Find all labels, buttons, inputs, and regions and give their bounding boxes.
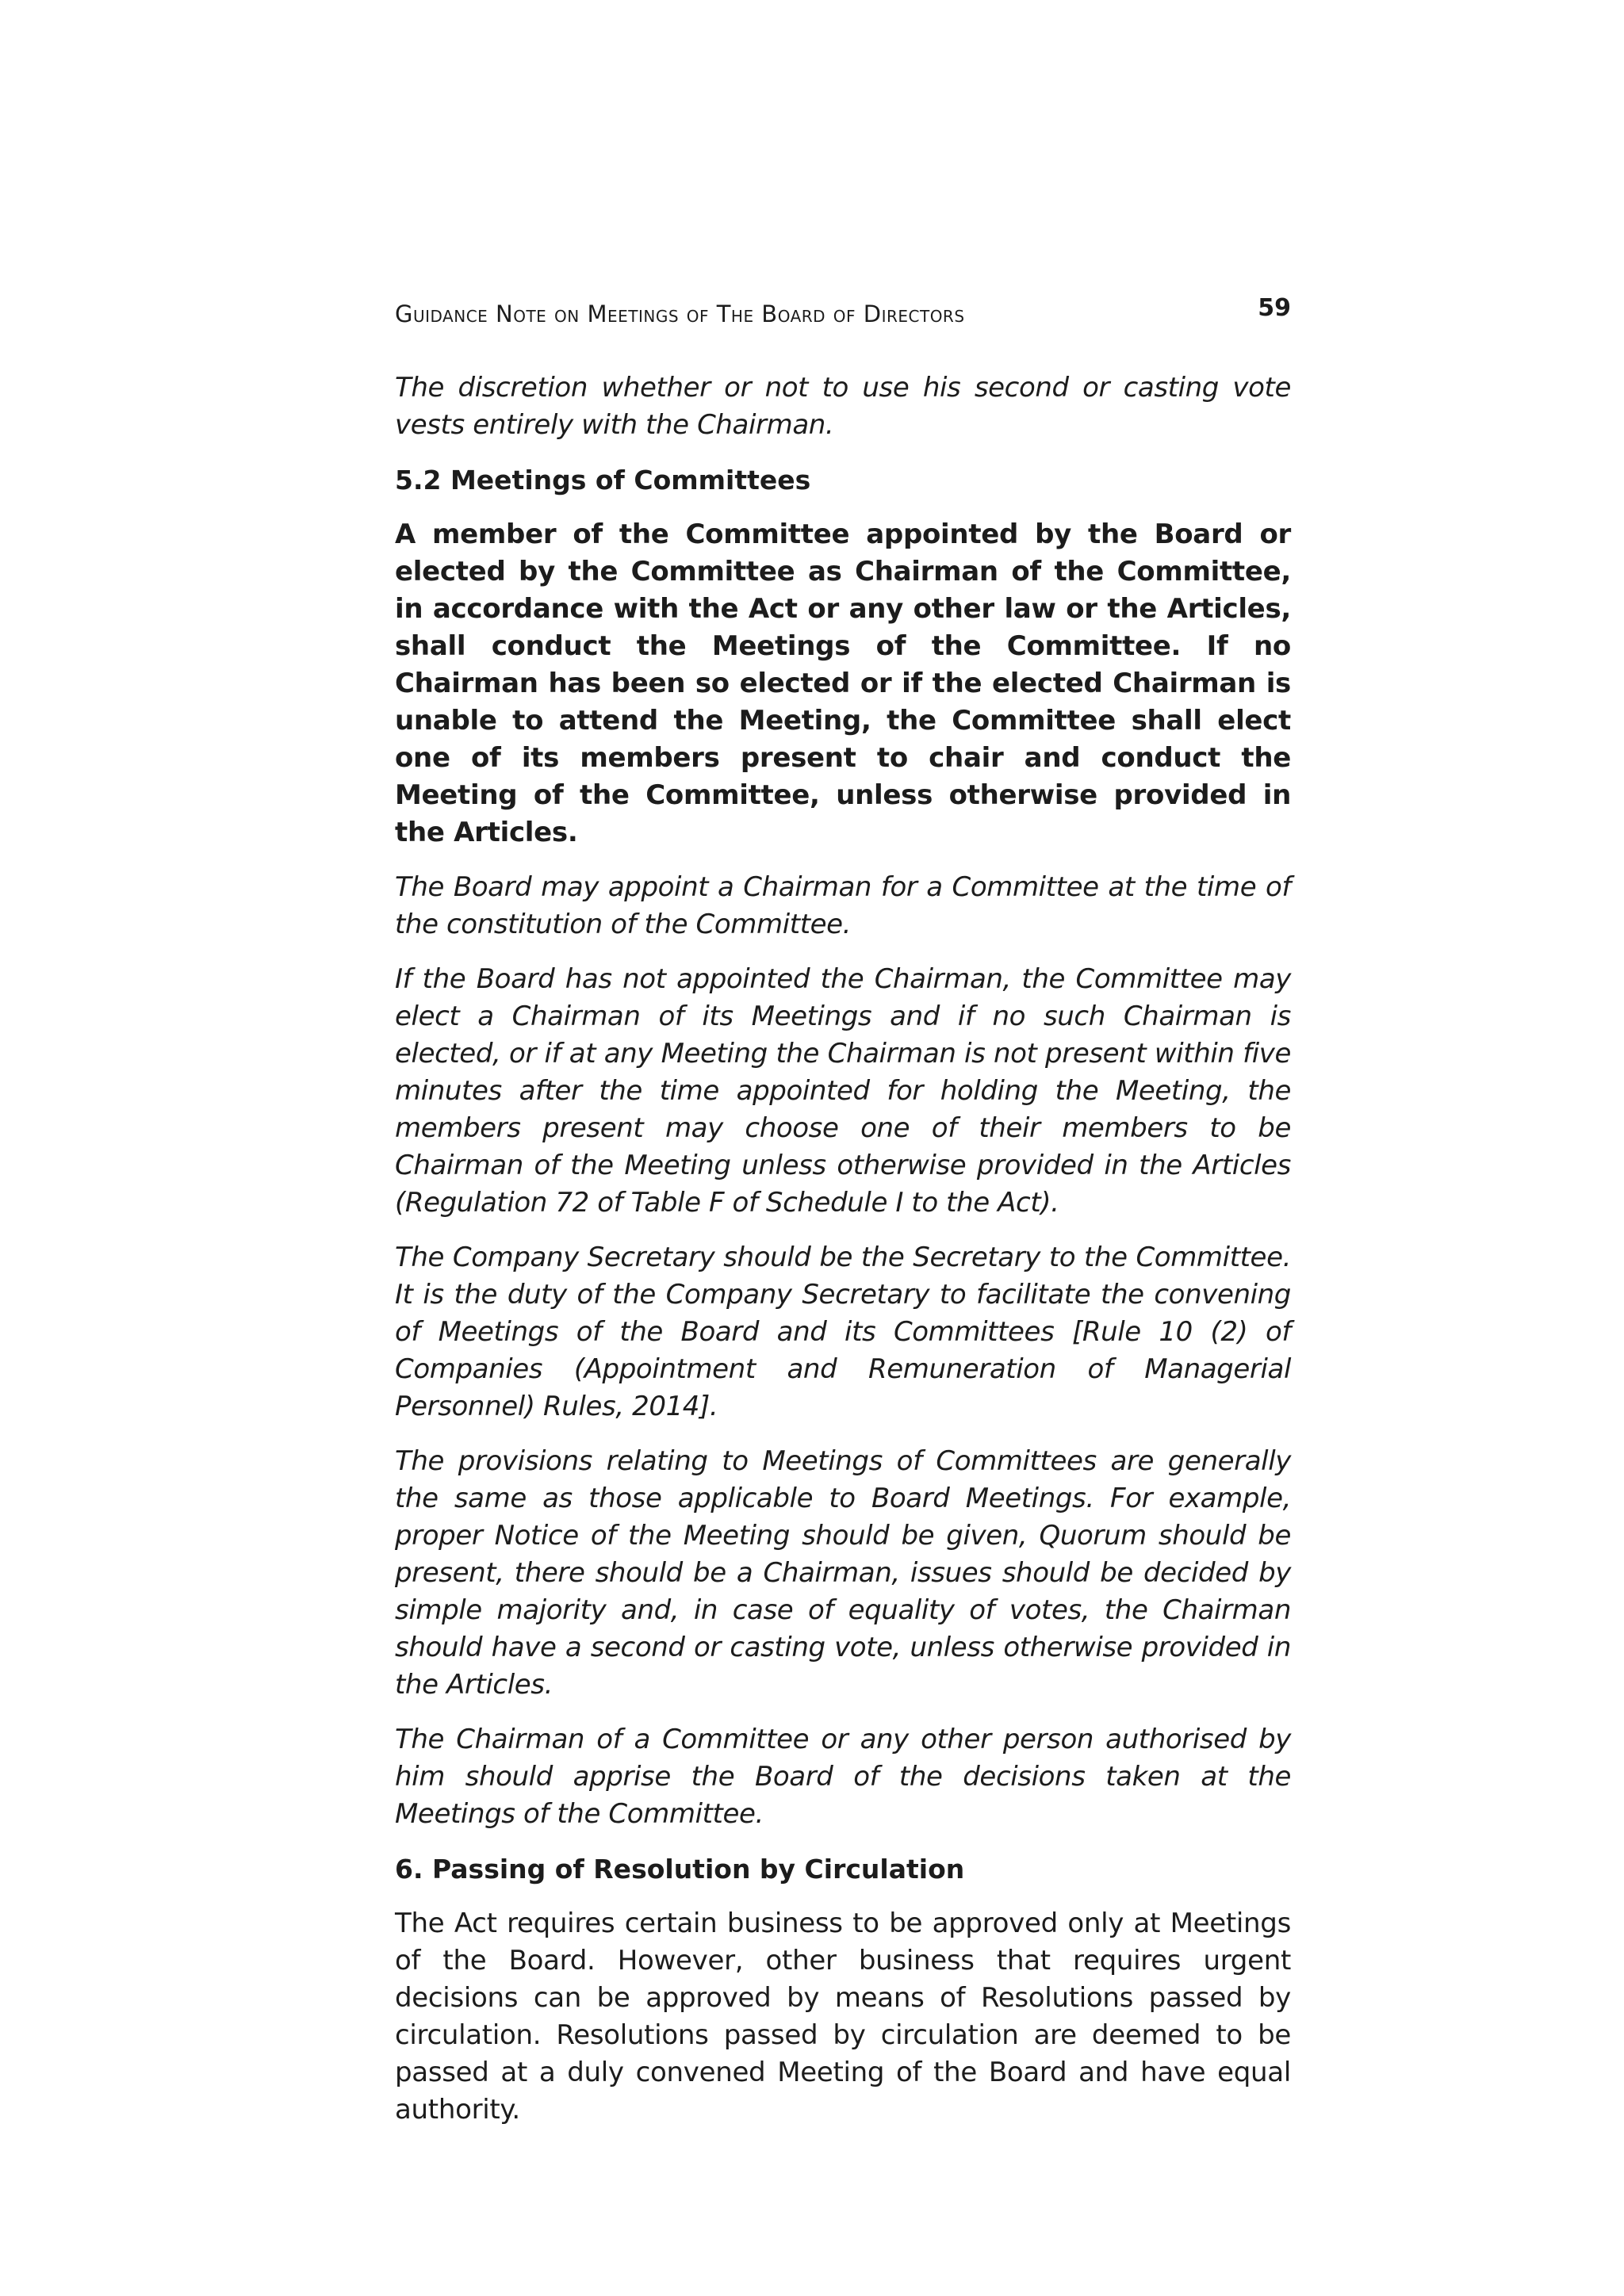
standard-text-5-2: A member of the Committee appointed by the Board or elected by the Committee as Chairman of the Committee, in accordance with the Act or any other law or the Articles, shall conduct the Meetings of the Committee. If no Chairman has been so elected or if the elected Chairman is unable to attend the Meeting, the Committee shall elect one of its members present to chair and conduct the Meeting of the Committee, unless otherwise provided in the Articles.: [395, 519, 1291, 848]
paragraph-company-secretary: The Company Secretary should be the Secretary to the Committee. It is the duty of the Company Secretary to facilitate the convening of Meetings of the Board and its Committees [Rule 10 (2) of Companies (Appointment and Remuneration of Managerial Personnel) Rules, 2014].: [395, 1242, 1291, 1422]
paragraph-casting-vote: The discretion whether or not to use his second or casting vote vests entirely with the Chairman.: [395, 372, 1291, 441]
running-title: Guidance Note on Meetings of The Board of Directors: [395, 300, 965, 327]
paragraph-committee-elect-chairman: If the Board has not appointed the Chairman, the Committee may elect a Chairman of its Meetings and if no such Chairman is elected, or if at any Meeting the Chairman is not present within five minutes after the time appointed for holding the Meeting, the members present may choose one of their members to be Chairman of the Meeting unless otherwise provided in the Articles (Regulation 72 of Table F of Schedule I to the Act).: [395, 963, 1291, 1219]
page-number: 59: [1258, 294, 1291, 322]
section-heading-5-2: 5.2 Meetings of Committees: [395, 465, 811, 496]
paragraph-board-appoint-chairman: The Board may appoint a Chairman for a Committee at the time of the constitution of the Committee.: [395, 871, 1291, 940]
paragraph-apprise-board: The Chairman of a Committee or any other person authorised by him should apprise the Board of the decisions taken at the Meetings of the Committee.: [395, 1724, 1291, 1830]
paragraph-committee-provisions: The provisions relating to Meetings of Committees are generally the same as those applicable to Board Meetings. For example, proper Notice of the Meeting should be given, Quorum should be present, there should be a Chairman, issues should be decided by simple majority and, in case of equality of votes, the Chairman should have a second or casting vote, unless otherwise provided in the Articles.: [395, 1445, 1291, 1701]
paragraph-resolution-by-circulation: The Act requires certain business to be approved only at Meetings of the Board. However, other business that requires urgent decisions can be approved by means of Resolutions passed by circulation. Resolutions passed by circulation are deemed to be passed at a duly convened Meeting of the Board and have equal authority.: [395, 1908, 1291, 2126]
section-heading-6: 6. Passing of Resolution by Circulation: [395, 1854, 965, 1885]
running-header: [395, 294, 1291, 334]
page-body: [395, 369, 1291, 2129]
